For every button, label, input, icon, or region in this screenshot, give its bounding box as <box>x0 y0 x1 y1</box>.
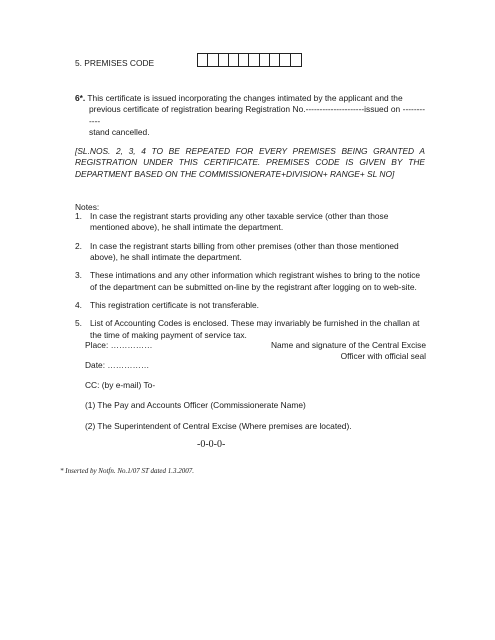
note-item <box>75 211 427 234</box>
cc-heading: CC: (by e-mail) To- <box>85 380 156 390</box>
code-box <box>249 54 259 66</box>
note-item <box>75 241 427 264</box>
code-box <box>291 54 301 66</box>
code-box <box>219 54 229 66</box>
code-box <box>208 54 218 66</box>
paragraph-6 <box>75 93 425 138</box>
note-text: List of Accounting Codes is enclosed. These may invariably be furnished in the challan at the time of making payment of service tax. <box>90 318 420 340</box>
note-number: 4. <box>75 300 82 311</box>
italic-instruction-note: [SL.NOS. 2, 3, 4 TO BE REPEATED FOR EVERY PREMISES BEING GRANTED A REGISTRATION UNDER THIS CERTIFICATE. PREMISES CODE IS GIVEN BY THE DEPARTMENT BASED ON THE COMMISSIONERATE+DIVISION+ RANGE+ SL NO] <box>75 146 425 179</box>
note-number: 5. <box>75 318 82 329</box>
note-item <box>75 300 427 311</box>
signature-block <box>270 340 426 363</box>
code-box <box>280 54 290 66</box>
premises-code-label: 5. PREMISES CODE <box>75 58 155 68</box>
code-box <box>270 54 280 66</box>
paragraph-line-2: previous certificate of registration bearing Registration No.---------------------issued on ------------ <box>89 104 425 126</box>
note-text: In case the registrant starts billing from other premises (other than those mentioned above), he shall intimate the department. <box>90 240 399 263</box>
cc-item-1: (1) The Pay and Accounts Officer (Commissionerate Name) <box>85 400 306 410</box>
code-box <box>198 54 208 66</box>
note-item <box>75 318 427 341</box>
end-mark: -0-0-0- <box>197 439 226 450</box>
paragraph-line-1: This certificate is issued incorporating the changes intimated by the applicant and the <box>85 93 403 103</box>
code-box <box>260 54 270 66</box>
note-number: 1. <box>75 211 82 221</box>
note-item <box>75 270 427 293</box>
signature-line-2: Officer with official seal <box>340 351 426 362</box>
code-box <box>229 54 239 66</box>
place-field: Place: …………… <box>85 340 153 350</box>
paragraph-number: 6*. <box>75 93 86 103</box>
note-number: 3. <box>75 270 82 281</box>
notes-list <box>75 211 427 348</box>
code-box <box>239 54 249 66</box>
notes-heading: Notes: <box>75 202 100 212</box>
note-text: These intimations and any other information which registrant wishes to bring to the notice of the department can be submitted on-line by the registrant after logging on to web-site. <box>90 270 421 292</box>
premises-code-boxes <box>197 53 302 67</box>
paragraph-line-3: stand cancelled. <box>89 127 150 138</box>
note-text: In case the registrant starts providing any other taxable service (other than those mentioned above), he shall intimate the department. <box>90 211 389 233</box>
note-number: 2. <box>75 240 82 251</box>
signature-line-1: Name and signature of the Central Excise <box>270 340 426 350</box>
cc-item-2: (2) The Superintendent of Central Excise (Where premises are located). <box>85 421 352 431</box>
footnote: * Inserted by Notfn. No.1/07 ST dated 1.3.2007. <box>60 467 195 475</box>
note-text: This registration certificate is not transferable. <box>90 300 259 311</box>
date-field: Date: …………… <box>85 360 150 370</box>
